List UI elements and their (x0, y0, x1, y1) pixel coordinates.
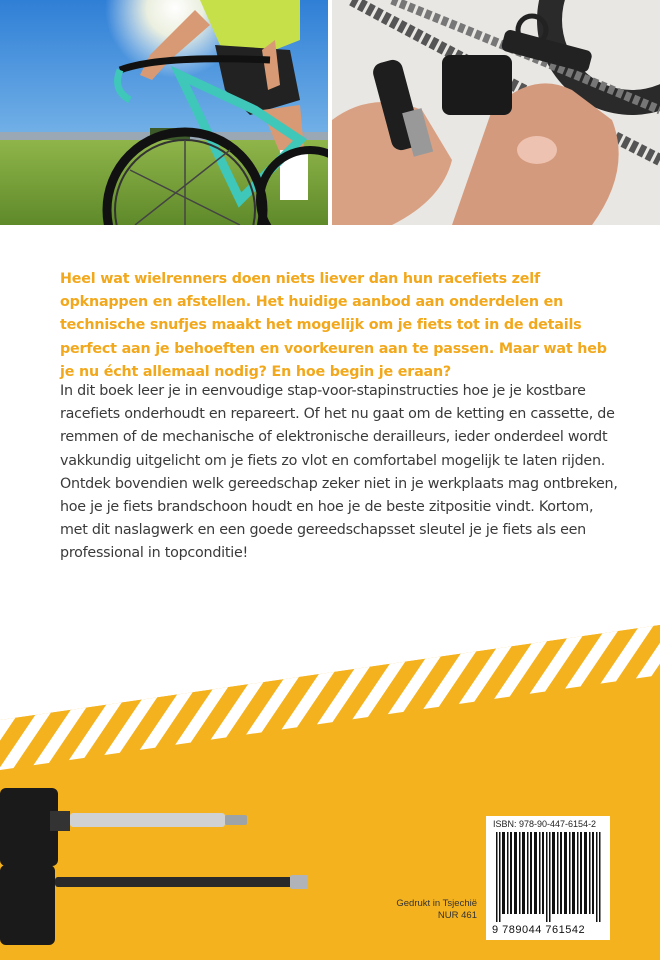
printed-in: Gedrukt in Tsjechië (396, 898, 477, 909)
barcode-digits: 9 789044 761542 (492, 924, 586, 936)
cyclist-photo (0, 0, 328, 225)
isbn-label: ISBN: 978-90-447-6154-2 (493, 819, 597, 829)
intro-text: Heel wat wielrenners doen niets liever dan hun racefiets zelf opknappen en afstellen. Het huidige aanbod aan onderdelen en technische snufjes maakt het mogelijk om je fiets tot in de details perfect aan je behoeften en voorkeuren aan te passen. Maar wat heb je nu écht allemaal nodig? En hoe begin je eraan? (60, 271, 607, 380)
chain-tool-photo (332, 0, 660, 225)
body-text: In dit boek leer je in eenvoudige stap-voor-stapinstructies hoe je je kostbare racefiets onderhoudt en repareert. Of het nu gaat om de ketting en cassette, de remmen of de mechanische of elektronische derailleurs, ieder onderdeel wordt vakkundig uitgelicht om je fiets zo vlot en comfortabel mogelijk te laten rijden. Ontdek bovendien welk gereedschap zeker niet in je werkplaats mag ontbreken, hoe je je fiets brandschoon houdt en hoe je de beste zitpositie vindt. Kortom, met dit naslagwerk en een goede gereedschapsset sleutel je je fiets als een professional in topconditie! (60, 383, 618, 562)
barcode (490, 832, 608, 922)
nur-code: NUR 461 (437, 910, 477, 921)
print-info (385, 898, 477, 922)
